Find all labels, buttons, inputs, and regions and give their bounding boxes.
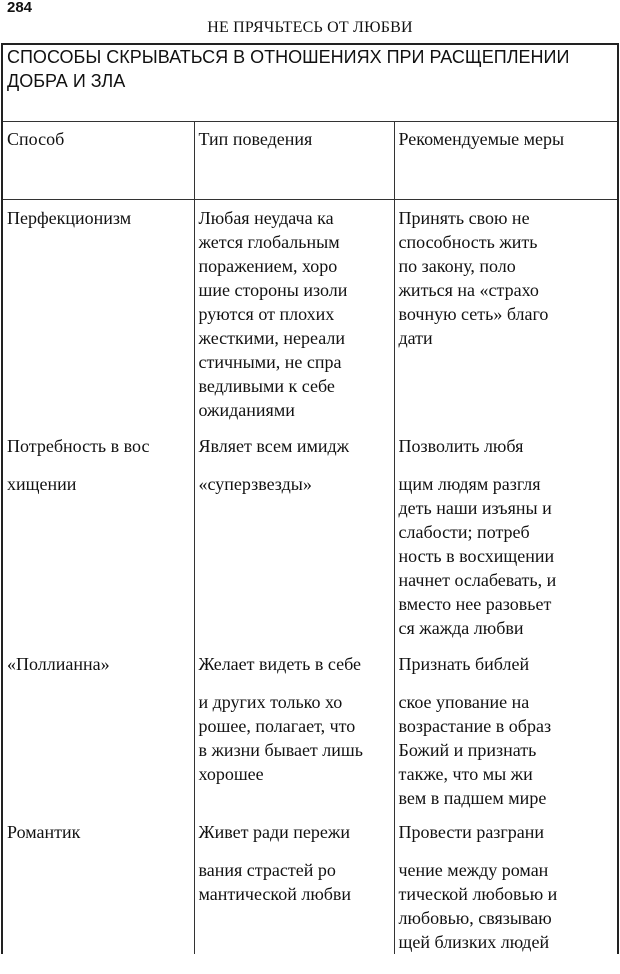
cell-line: жесткими, нереали [198, 328, 345, 348]
cell-line: тической любовью и [398, 884, 558, 904]
cell-line: дати [398, 328, 433, 348]
cell-line: шие стороны изоли [198, 280, 348, 300]
cell-line: щим людям разгля [398, 474, 541, 494]
behavior-cell [194, 422, 394, 640]
cell-line: вочную сеть» благо [398, 304, 549, 324]
cell-line: и других только хо [198, 692, 343, 712]
cell-line: вем в падшем мире [398, 788, 547, 808]
cell-line: в жизни бывает лишь [198, 740, 363, 760]
cell-line: Являет всем имидж [198, 436, 350, 456]
cell-line: вместо нее разовьет [398, 594, 552, 614]
page-number: 284 [7, 0, 33, 16]
table-title-line: ДОБРА И ЗЛА [7, 71, 126, 91]
behavior-cell [194, 640, 394, 810]
cell-line: Признать библей [398, 654, 530, 674]
measures-cell [394, 200, 618, 423]
table-row [2, 422, 618, 640]
behavior-cell [194, 810, 394, 954]
method-cell [2, 810, 194, 954]
cell-line: чение между роман [398, 860, 549, 880]
cell-line: хорошее [198, 764, 264, 784]
cell-line: Божий и признать [398, 740, 537, 760]
running-head: НЕ ПРЯЧЬТЕСЬ ОТ ЛЮБВИ [207, 19, 413, 36]
cell-line: деть наши изъяны и [398, 498, 552, 518]
header-behavior: Тип поведения [194, 122, 394, 200]
cell-line: вания страстей ро [198, 860, 336, 880]
table-header-row [2, 122, 618, 200]
cell-line: начнет ослабевать, и [398, 570, 557, 590]
cell-line: Любая неудача ка [198, 208, 334, 228]
method-cell [2, 422, 194, 640]
cell-line: щей близких людей [398, 932, 550, 952]
cell-line: Провести разграни [398, 822, 545, 842]
cell-line: Перфекционизм [7, 208, 132, 228]
cell-line: мантической любви [198, 884, 352, 904]
cell-line: жется глобальным [198, 232, 340, 252]
cell-line: руются от плохих [198, 304, 335, 324]
table-title-line: СПОСОБЫ СКРЫВАТЬСЯ В ОТНОШЕНИЯХ ПРИ РАСЩЕПЛЕНИИ [7, 47, 570, 67]
measures-cell [394, 422, 618, 640]
cell-line: ское упование на [398, 692, 530, 712]
cell-line: также, что мы жи [398, 764, 533, 784]
cell-line: «Поллианна» [7, 654, 110, 674]
behavior-table [1, 43, 619, 954]
cell-line: ожиданиями [198, 400, 295, 420]
cell-line: Желает видеть в себе [198, 654, 361, 674]
cell-line: Романтик [7, 822, 81, 842]
header-measures: Рекомендуемые меры [394, 122, 618, 200]
cell-line: по закону, поло [398, 256, 516, 276]
table-row [2, 810, 618, 954]
cell-line: рошее, полагает, что [198, 716, 356, 736]
cell-line: поражением, хоро [198, 256, 338, 276]
cell-line: ведливыми к себе [198, 376, 335, 396]
cell-line: житься на «страхо [398, 280, 539, 300]
method-cell [2, 640, 194, 810]
cell-line: способность жить [398, 232, 538, 252]
table-row [2, 200, 618, 423]
table-title [2, 44, 618, 122]
cell-line: ся жажда любви [398, 618, 524, 638]
header-method: Способ [2, 122, 194, 200]
cell-line: Потребность в вос [7, 436, 150, 456]
cell-line: хищении [7, 474, 77, 494]
measures-cell [394, 810, 618, 954]
cell-line: ность в восхищении [398, 546, 555, 566]
cell-line: Позволить любя [398, 436, 524, 456]
table-row [2, 640, 618, 810]
measures-cell [394, 640, 618, 810]
cell-line: возрастание в образ [398, 716, 552, 736]
cell-line: «суперзвезды» [198, 474, 312, 494]
cell-line: любовью, связываю [398, 908, 552, 928]
cell-line: Живет ради пережи [198, 822, 350, 842]
cell-line: слабости; потреб [398, 522, 530, 542]
behavior-cell [194, 200, 394, 423]
method-cell [2, 200, 194, 423]
cell-line: стичными, не спра [198, 352, 342, 372]
cell-line: Принять свою не [398, 208, 530, 228]
